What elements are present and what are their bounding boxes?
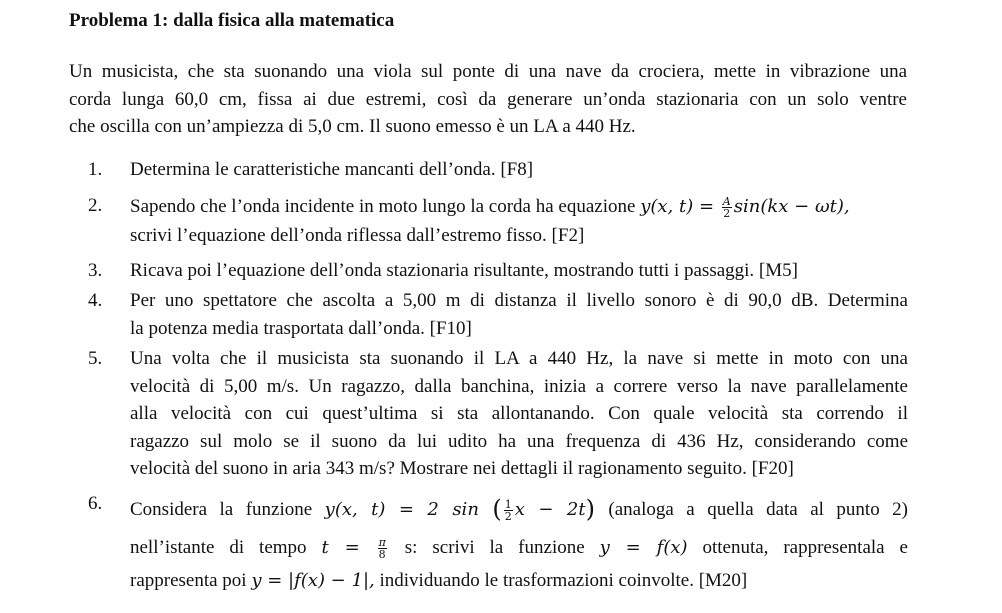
close-paren: ) — [585, 495, 595, 523]
problem-intro — [69, 58, 907, 141]
question-item-2 — [88, 192, 908, 250]
item-text: Sapendo che l’onda incidente in moto lungo la corda ha equazione — [130, 196, 636, 217]
item-text: nell’istante di tempo — [130, 537, 307, 558]
item-line: velocità del suono in aria 343 m/s? Mostrare nei dettagli il ragionamento seguito. [F20] — [130, 458, 794, 479]
fraction — [722, 196, 732, 219]
item-number: 4. — [88, 290, 103, 311]
item-text: scrivi l’equazione dell’onda riflessa dall’estremo fisso. [F2] — [130, 225, 585, 246]
item-line: ragazzo sul molo se il suono da lui udito ha una frequenza di 436 Hz, considerando come — [130, 430, 908, 452]
equation-rhs: sin(kx − ωt), — [733, 196, 850, 217]
item-line: Per uno spettatore che ascolta a 5,00 m di distanza il livello sonoro è di 90,0 dB. Determina — [130, 290, 908, 311]
question-item-5 — [88, 345, 908, 483]
item-text: rappresenta poi — [130, 570, 247, 591]
equation-lhs: t = — [321, 537, 360, 558]
item-line — [130, 490, 908, 529]
item-line: velocità di 5,00 m/s. Un ragazzo, dalla banchina, inizia a correre verso la nave parallelamente — [130, 375, 908, 397]
fraction — [378, 537, 387, 560]
fraction-denominator: 8 — [378, 547, 386, 561]
equation-rest: x − 2t — [514, 499, 586, 520]
item-line: alla velocità con cui quest’ultima si sta allontanando. Con quale velocità sta correndo il — [130, 403, 908, 424]
intro-line: corda lunga 60,0 cm, fissa ai due estremi, così da generare un’onda stazionaria con un solo ventre — [69, 88, 907, 110]
question-item-3 — [88, 257, 908, 285]
fraction-denominator: 2 — [504, 509, 512, 523]
time-equation — [321, 535, 405, 561]
question-item-1 — [88, 156, 908, 184]
item-number: 2. — [88, 195, 103, 216]
intro-line: che oscilla con un’ampiezza di 5,0 cm. Il suono emesso è un LA a 440 Hz. — [69, 116, 636, 137]
function-equation — [324, 495, 609, 523]
fraction-numerator: π — [378, 535, 386, 549]
fraction — [504, 499, 513, 522]
item-text: Considera la funzione — [130, 499, 313, 520]
item-text: s: scrivi la funzione — [404, 537, 585, 558]
item-line — [130, 192, 908, 222]
question-item-6 — [88, 490, 908, 595]
fraction-denominator: 2 — [723, 206, 731, 220]
item-line: Una volta che il musicista sta suonando il LA a 440 Hz, la nave si mette in moto con una — [130, 348, 908, 369]
equation-lhs: y(x, t) = 2 sin — [324, 499, 479, 520]
item-line — [130, 529, 908, 567]
item-number: 5. — [88, 348, 103, 369]
problem-title: Problema 1: dalla fisica alla matematica — [69, 10, 395, 31]
item-number: 6. — [88, 493, 103, 514]
item-text: Determina le caratteristiche mancanti dell’onda. [F8] — [130, 159, 534, 180]
item-text: Ricava poi l’equazione dell’onda stazionaria risultante, mostrando tutti i passaggi. [M5] — [130, 260, 798, 281]
fraction-numerator: 1 — [504, 497, 512, 511]
item-text: ottenuta, rappresentala e — [702, 537, 908, 558]
function-notation: y = f(x) — [599, 537, 688, 558]
equation-lhs: y(x, t) = — [640, 196, 715, 217]
fraction-numerator: A — [722, 194, 731, 208]
item-number: 1. — [88, 159, 103, 180]
open-paren: ( — [492, 495, 502, 523]
item-number: 3. — [88, 260, 103, 281]
item-line — [130, 567, 908, 595]
item-text: individuando le trasformazioni coinvolte. [M20] — [379, 570, 748, 591]
wave-equation — [640, 194, 850, 220]
abs-function: y = |f(x) − 1|, — [251, 570, 375, 591]
intro-line: Un musicista, che sta suonando una viola sul ponte di una nave da crociera, mette in vibrazione una — [69, 61, 907, 82]
item-text: (analoga a quella data al punto 2) — [608, 499, 908, 520]
question-item-4 — [88, 287, 908, 342]
item-line: la potenza media trasportata dall’onda. [F10] — [130, 317, 472, 339]
